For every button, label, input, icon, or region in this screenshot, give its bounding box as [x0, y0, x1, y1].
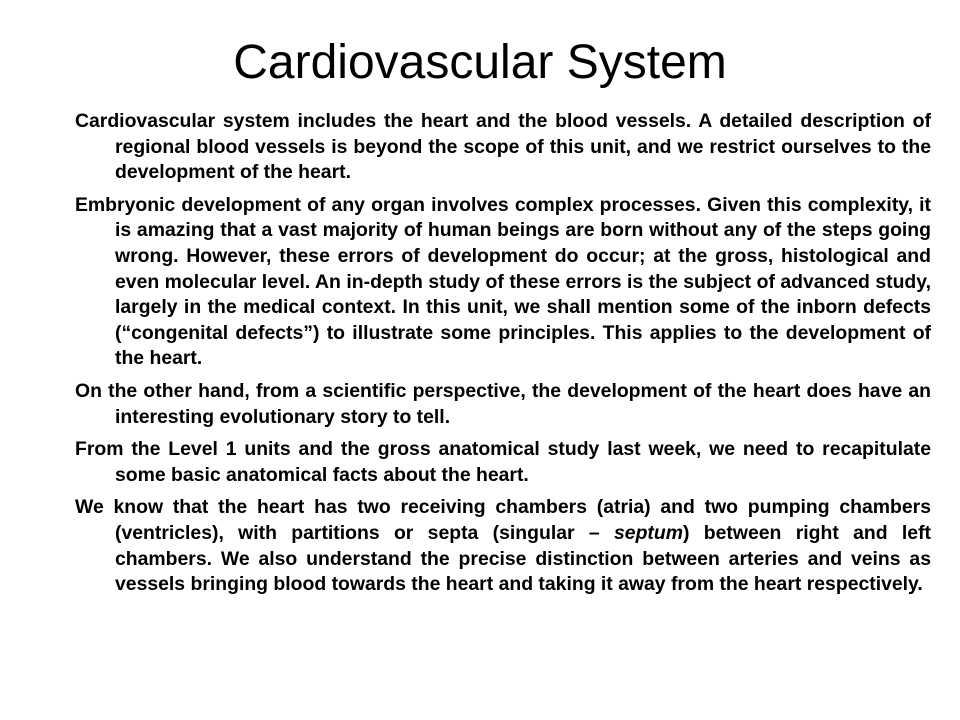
paragraph-recapitulate: From the Level 1 units and the gross anatomical study last week, we need to recapitulate some basic anatomical facts about the heart. — [75, 438, 931, 486]
septum-term: septum — [614, 521, 683, 544]
paragraph-intro: Cardiovascular system includes the heart and the blood vessels. A detailed description of regional blood vessels is beyond the scope of this unit, and we restrict ourselves to the development of the heart. — [75, 110, 931, 184]
chambers-text-start: We know that the heart has two receiving chambers (atria) and two pumping chambers (ventricles), with partitions or septa (singular – — [75, 496, 931, 544]
slide-title: Cardiovascular System — [233, 36, 727, 89]
paragraph-evolutionary-story: On the other hand, from a scientific perspective, the development of the heart does have an interesting evolutionary story to tell. — [75, 379, 931, 428]
slide-body — [75, 109, 931, 605]
paragraph-embryonic-development: Embryonic development of any organ involves complex processes. Given this complexity, it is amazing that a vast majority of human beings are born without any of the steps going wrong. However, these errors of development do occur; at the gross, histological and even molecular level. An in-depth study of these errors is the subject of advanced study, largely in the medical context. In this unit, we shall mention some of the inborn defects (“congenital defects”) to illustrate some principles. This applies to the development of the heart. — [75, 193, 931, 370]
paragraph-chambers — [75, 495, 931, 597]
chambers-text-end: ) between right and left chambers. We also understand the precise distinction between arteries and veins as vessels bringing blood towards the heart and taking it away from the heart respectively. — [115, 521, 932, 596]
